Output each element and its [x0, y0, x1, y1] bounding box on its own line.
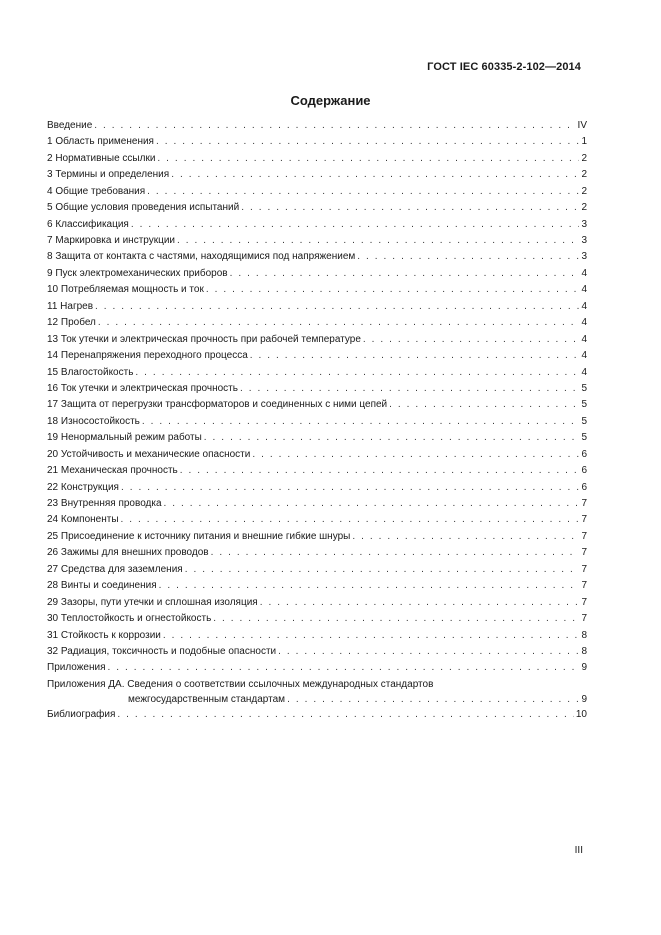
toc-entry[interactable]	[47, 496, 587, 512]
toc-entry-label: 17 Защита от перегрузки трансформаторов и соединенных с ними цепей	[47, 399, 388, 411]
toc-leader-dots	[121, 512, 580, 528]
toc-entry-page: IV	[577, 119, 587, 131]
toc-entry[interactable]	[47, 628, 587, 644]
toc-leader-dots	[159, 578, 580, 594]
toc-entry-label: 10 Потребляемая мощность и ток	[47, 284, 204, 296]
toc-leader-dots	[260, 595, 580, 611]
toc-entry-page: 5	[581, 382, 587, 394]
table-of-contents	[47, 118, 587, 724]
toc-entry[interactable]	[47, 595, 587, 611]
toc-leader-dots	[108, 660, 580, 676]
toc-entry-label: 21 Механическая прочность	[47, 465, 178, 477]
standard-code-header: ГОСТ IEC 60335-2-102—2014	[427, 61, 581, 73]
toc-entry[interactable]	[47, 644, 587, 660]
toc-leader-dots	[163, 628, 580, 644]
toc-leader-dots	[156, 134, 579, 150]
toc-entry[interactable]	[47, 315, 587, 331]
toc-leader-dots	[357, 249, 579, 265]
toc-entry-page: 9	[581, 694, 587, 706]
toc-entry-page: 2	[581, 169, 587, 181]
toc-entry-label: 31 Стойкость к коррозии	[47, 629, 161, 641]
toc-entry[interactable]	[47, 430, 587, 446]
toc-entry-label: Приложения ДА. Сведения о соответствии ссылочных международных стандартов	[47, 678, 434, 690]
toc-entry[interactable]	[47, 463, 587, 479]
toc-entry-page: 3	[581, 251, 587, 263]
toc-entry-label: 22 Конструкция	[47, 481, 119, 493]
toc-leader-dots	[171, 167, 579, 183]
toc-entry-label: 28 Винты и соединения	[47, 580, 157, 592]
toc-entry-page: 4	[581, 333, 587, 345]
page-number: III	[574, 845, 583, 856]
toc-leader-dots	[177, 233, 579, 249]
toc-entry[interactable]	[47, 611, 587, 627]
toc-entry[interactable]	[47, 365, 587, 381]
toc-entry-label: 27 Средства для заземления	[47, 563, 183, 575]
toc-leader-dots	[230, 266, 580, 282]
toc-entry-bibliography[interactable]	[47, 707, 587, 723]
toc-entry-label: Введение	[47, 119, 93, 131]
toc-entry-label: 5 Общие условия проведения испытаний	[47, 202, 240, 214]
toc-entry-page: 4	[581, 350, 587, 362]
toc-leader-dots	[240, 381, 579, 397]
toc-entry-label: Библиография	[47, 709, 116, 721]
toc-leader-dots	[204, 430, 580, 446]
toc-entry-page: 6	[581, 465, 587, 477]
toc-entry-page: 7	[581, 530, 587, 542]
toc-entry-label: 24 Компоненты	[47, 514, 119, 526]
toc-entry-page: 7	[581, 596, 587, 608]
toc-entry[interactable]	[47, 118, 587, 134]
toc-leader-dots	[98, 315, 580, 331]
toc-leader-dots	[157, 151, 579, 167]
toc-entry[interactable]	[47, 299, 587, 315]
toc-entry-label-continued: межгосударственным стандартам	[128, 694, 286, 706]
toc-entry-label: 7 Маркировка и инструкции	[47, 235, 176, 247]
toc-entry-page: 2	[581, 185, 587, 197]
toc-entry[interactable]	[47, 578, 587, 594]
toc-leader-dots	[180, 463, 580, 479]
toc-entry[interactable]	[47, 348, 587, 364]
toc-entry-label: 30 Теплостойкость и огнестойкость	[47, 613, 212, 625]
toc-leader-dots	[287, 693, 579, 707]
toc-entry[interactable]	[47, 562, 587, 578]
toc-leader-dots	[117, 707, 573, 723]
toc-leader-dots	[211, 545, 580, 561]
toc-entry-page: 5	[581, 399, 587, 411]
toc-entry-label: 3 Термины и определения	[47, 169, 170, 181]
toc-entry-page: 7	[581, 613, 587, 625]
toc-entry[interactable]	[47, 200, 587, 216]
toc-entry-label: 20 Устойчивость и механические опасности	[47, 448, 251, 460]
toc-entry-page: 8	[581, 629, 587, 641]
toc-entry[interactable]	[47, 660, 587, 676]
toc-entry-page: 6	[581, 481, 587, 493]
toc-leader-dots	[278, 644, 579, 660]
toc-leader-dots	[147, 184, 579, 200]
toc-entry[interactable]	[47, 266, 587, 282]
toc-entry-label: 12 Пробел	[47, 317, 96, 329]
toc-leader-dots	[250, 348, 580, 364]
toc-entry-label: 16 Ток утечки и электрическая прочность	[47, 382, 238, 394]
toc-leader-dots	[131, 217, 580, 233]
toc-leader-dots	[94, 118, 575, 134]
toc-entry[interactable]	[47, 250, 587, 266]
toc-entry[interactable]	[47, 233, 587, 249]
toc-entry-page: 7	[581, 580, 587, 592]
toc-leader-dots	[95, 299, 579, 315]
toc-entry-label: 1 Область применения	[47, 136, 154, 148]
toc-leader-dots	[164, 496, 580, 512]
toc-entry-page: 7	[581, 563, 587, 575]
toc-entry[interactable]	[47, 513, 587, 529]
toc-entry-label: 6 Классификация	[47, 218, 129, 230]
toc-entry[interactable]	[47, 381, 587, 397]
toc-entry-page: 7	[581, 498, 587, 510]
toc-entry-page: 7	[581, 514, 587, 526]
toc-entry-label: 13 Ток утечки и электрическая прочность при рабочей температуре	[47, 333, 361, 345]
toc-entry[interactable]	[47, 480, 587, 496]
toc-entry-label: 15 Влагостойкость	[47, 366, 134, 378]
toc-entry-page: 4	[581, 317, 587, 329]
toc-entry-label: Приложения	[47, 662, 106, 674]
toc-title: Содержание	[290, 93, 371, 108]
toc-entry-label: 11 Нагрев	[47, 300, 94, 312]
toc-leader-dots	[135, 365, 579, 381]
toc-entry-label: 32 Радиация, токсичность и подобные опасности	[47, 645, 277, 657]
toc-leader-dots	[185, 562, 580, 578]
toc-leader-dots	[142, 414, 580, 430]
toc-entry[interactable]	[47, 529, 587, 545]
toc-entry-label: 26 Зажимы для внешних проводов	[47, 547, 209, 559]
toc-entry-page: 4	[581, 284, 587, 296]
toc-entry[interactable]	[47, 151, 587, 167]
toc-leader-dots	[213, 611, 579, 627]
toc-entry-page: 5	[581, 415, 587, 427]
toc-entry-page: 2	[581, 202, 587, 214]
toc-leader-dots	[206, 282, 580, 298]
toc-entry-page: 7	[581, 547, 587, 559]
toc-entry-label: 18 Износостойкость	[47, 415, 140, 427]
toc-entry-page: 10	[575, 709, 587, 721]
toc-leader-dots	[241, 200, 579, 216]
toc-entry-page: 6	[581, 448, 587, 460]
toc-leader-dots	[389, 397, 579, 413]
toc-entry-label: 8 Защита от контакта с частями, находящимися под напряжением	[47, 251, 356, 263]
toc-entry-page: 9	[581, 662, 587, 674]
toc-entry[interactable]	[47, 447, 587, 463]
toc-entry[interactable]	[47, 167, 587, 183]
toc-entry-page: 2	[581, 152, 587, 164]
toc-leader-dots	[121, 480, 579, 496]
toc-entry[interactable]	[47, 545, 587, 561]
toc-entry-label: 4 Общие требования	[47, 185, 146, 197]
toc-entry-label: 14 Перенапряжения переходного процесса	[47, 350, 248, 362]
toc-entry-label: 23 Внутренняя проводка	[47, 498, 162, 510]
toc-entry-label: 19 Ненормальный режим работы	[47, 432, 202, 444]
toc-entry-page: 3	[581, 218, 587, 230]
toc-entry[interactable]	[47, 332, 587, 348]
toc-entry-page: 4	[581, 366, 587, 378]
toc-entry-continuation	[47, 693, 587, 707]
toc-entry[interactable]	[47, 217, 587, 233]
toc-entry[interactable]	[47, 397, 587, 413]
toc-entry[interactable]	[47, 134, 587, 150]
toc-entry-page: 5	[581, 432, 587, 444]
toc-entry-page: 1	[581, 136, 587, 148]
toc-entry[interactable]	[47, 282, 587, 298]
toc-entry-label: 9 Пуск электромеханических приборов	[47, 267, 228, 279]
toc-entry-label: 29 Зазоры, пути утечки и сплошная изоляция	[47, 596, 258, 608]
toc-leader-dots	[352, 529, 579, 545]
toc-entry-page: 3	[581, 235, 587, 247]
toc-entry-page: 4	[581, 267, 587, 279]
toc-leader-dots	[252, 447, 579, 463]
toc-entry-page: 8	[581, 645, 587, 657]
toc-entry-label: 2 Нормативные ссылки	[47, 152, 156, 164]
toc-entry[interactable]	[47, 184, 587, 200]
toc-entry-label: 25 Присоединение к источнику питания и внешние гибкие шнуры	[47, 530, 351, 542]
toc-entry-page: 4	[581, 300, 587, 312]
toc-entry[interactable]	[47, 414, 587, 430]
toc-leader-dots	[363, 332, 580, 348]
toc-entry-appendix-da[interactable]	[47, 677, 587, 707]
